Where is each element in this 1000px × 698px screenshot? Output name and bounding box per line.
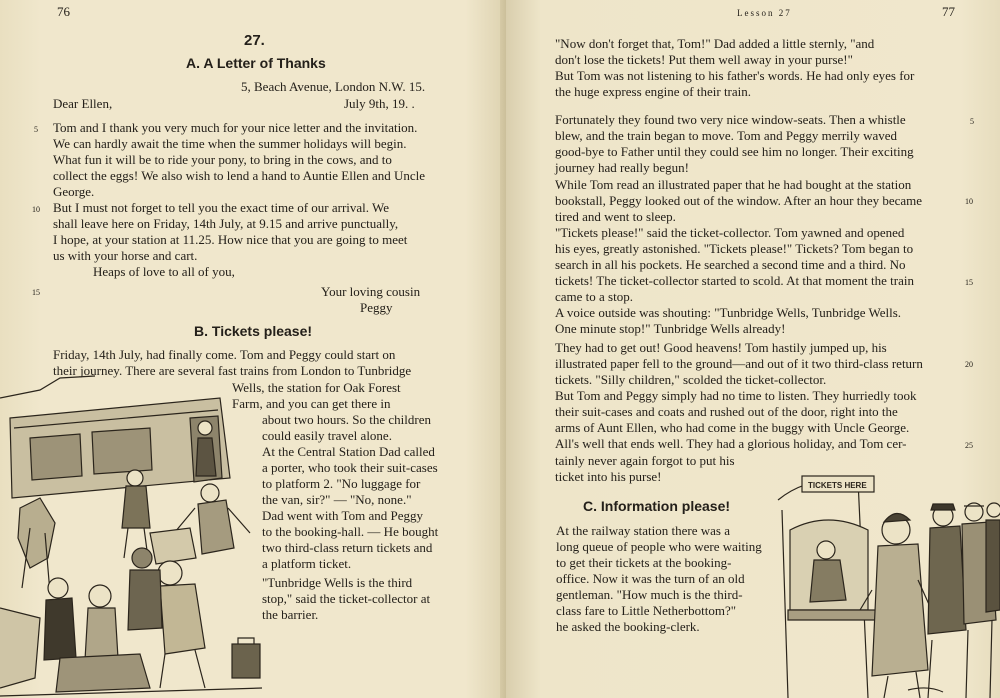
story-line: their suit-cases and coats and rushed out of the door, right into the xyxy=(555,404,898,419)
story-line: the huge express engine of their train. xyxy=(555,84,752,99)
story-line: search in all his pockets. He searched a second time and a third. No xyxy=(555,257,906,272)
story-line: bookstall, Peggy looked out of the window. After an hour they became xyxy=(555,193,923,208)
story-line: tainly never again forgot to put his xyxy=(555,453,735,468)
story-line: Fortunately they found two very nice window-seats. Then a whistle xyxy=(555,112,906,127)
line-number: 10 xyxy=(32,205,40,214)
story-line: good-bye to Father until they could see him no longer. Their exciting xyxy=(555,144,914,159)
booking-office-illustration xyxy=(768,470,1000,698)
section-c-title: C. Information please! xyxy=(583,498,731,514)
letter-date: July 9th, 19. . xyxy=(344,96,415,111)
story-line: two third-class return tickets and xyxy=(262,540,433,555)
letter-line: Heaps of love to all of you, xyxy=(93,264,235,279)
story-line: arms of Aunt Ellen, who had come in the buggy with Uncle George. xyxy=(555,420,910,435)
page-number-right: 77 xyxy=(942,4,955,19)
section-a-title: A. A Letter of Thanks xyxy=(186,55,326,71)
story-line: a platform ticket. xyxy=(262,556,352,571)
story-line: They had to get out! Good heavens! Tom hastily jumped up, his xyxy=(555,340,887,355)
running-head: Lesson 27 xyxy=(737,8,792,18)
letter-line: We can hardly await the time when the summer holidays will begin. xyxy=(53,136,407,151)
story-line: a porter, who took their suit-cases xyxy=(262,460,438,475)
story-line: "Now don't forget that, Tom!" Dad added a little sternly, "and xyxy=(555,36,875,51)
line-number: 5 xyxy=(970,117,974,126)
story-line: illustrated paper fell to the ground—and out of it two third-class return xyxy=(555,356,923,371)
line-number: 5 xyxy=(34,125,38,134)
story-line: he asked the booking-clerk. xyxy=(556,619,700,634)
letter-line: Tom and I thank you very much for your nice letter and the invitation. xyxy=(53,120,418,135)
story-line: long queue of people who were waiting xyxy=(556,539,762,554)
letter-line: shall leave here on Friday, 14th July, at 9.15 and arrive punctually, xyxy=(53,216,399,231)
story-line: tired and went to sleep. xyxy=(555,209,676,224)
story-line: came to a stop. xyxy=(555,289,633,304)
line-number: 10 xyxy=(965,197,973,206)
page-number-left: 76 xyxy=(57,4,70,19)
story-line: about two hours. So the children xyxy=(262,412,431,427)
section-b-title: B. Tickets please! xyxy=(194,323,313,339)
letter-line: George. xyxy=(53,184,95,199)
story-line: to get their tickets at the booking- xyxy=(556,555,732,570)
story-line: One minute stop!" Tunbridge Wells already! xyxy=(555,321,786,336)
story-line: A voice outside was shouting: "Tunbridge Wells, Tunbridge Wells. xyxy=(555,305,902,320)
letter-closing: Your loving cousin xyxy=(321,284,421,299)
story-line: At the Central Station Dad called xyxy=(262,444,435,459)
letter-line: What fun it will be to ride your pony, to bring in the cows, and to xyxy=(53,152,392,167)
story-line: But Tom was not listening to his father's words. He had only eyes for xyxy=(555,68,915,83)
lesson-number: 27. xyxy=(244,32,265,49)
story-line: blew, and the train began to move. Tom and Peggy merrily waved xyxy=(555,128,898,143)
right-page xyxy=(506,0,1000,698)
story-line: "Tickets please!" said the ticket-collector. Tom yawned and opened xyxy=(555,225,905,240)
letter-line: But I must not forget to tell you the exact time of our arrival. We xyxy=(53,200,390,215)
story-line: office. Now it was the turn of an old xyxy=(556,571,745,586)
story-line: While Tom read an illustrated paper that he had bought at the station xyxy=(555,177,912,192)
story-line: tickets! The ticket-collector started to scold. At that moment the train xyxy=(555,273,914,288)
letter-line: I hope, at your station at 11.25. How nice that you are going to meet xyxy=(53,232,408,247)
line-number: 20 xyxy=(965,360,973,369)
story-line: don't lose the tickets! Put them well away in your purse!" xyxy=(555,52,853,67)
tickets-here-sign: TICKETS HERE xyxy=(808,481,867,490)
letter-address: 5, Beach Avenue, London N.W. 15. xyxy=(241,79,426,94)
story-line: Friday, 14th July, had finally come. Tom and Peggy could start on xyxy=(53,347,396,362)
story-line: could easily travel alone. xyxy=(262,428,392,443)
story-line: At the railway station there was a xyxy=(556,523,730,538)
line-number: 15 xyxy=(32,288,40,297)
story-line: the van, sir?" — "No, none." xyxy=(262,492,412,507)
story-line: Farm, and you can get there in xyxy=(232,396,391,411)
letter-line: us with your horse and cart. xyxy=(53,248,198,263)
story-line: class fare to Little Netherbottom?" xyxy=(556,603,737,618)
story-line: to the booking-hall. — He bought xyxy=(262,524,439,539)
story-line: to platform 2. "No luggage for xyxy=(262,476,421,491)
letter-line: collect the eggs! We also wish to lend a hand to Auntie Ellen and Uncle xyxy=(53,168,426,183)
story-line: tickets. "Silly children," scolded the ticket-collector. xyxy=(555,372,827,387)
line-number: 15 xyxy=(965,278,973,287)
story-line: stop," said the ticket-collector at xyxy=(262,591,431,606)
story-line: Wells, the station for Oak Forest xyxy=(232,380,401,395)
story-line: journey had really begun! xyxy=(555,160,689,175)
story-line: his eyes, greatly astonished. "Tickets please!" Tickets? Tom began to xyxy=(555,241,914,256)
line-number: 25 xyxy=(965,441,973,450)
letter-salutation: Dear Ellen, xyxy=(53,96,113,111)
story-line: gentleman. "How much is the third- xyxy=(556,587,743,602)
story-line: "Tunbridge Wells is the third xyxy=(262,575,413,590)
station-platform-illustration xyxy=(0,358,262,698)
story-line: their journey. There are several fast trains from London to Tunbridge xyxy=(53,363,412,378)
letter-signature: Peggy xyxy=(360,300,393,315)
story-line: All's well that ends well. They had a glorious holiday, and Tom cer- xyxy=(555,436,907,451)
story-line: But Tom and Peggy simply had no time to listen. They hurriedly took xyxy=(555,388,917,403)
story-line: the barrier. xyxy=(262,607,319,622)
story-line: Dad went with Tom and Peggy xyxy=(262,508,423,523)
story-line: ticket into his purse! xyxy=(555,469,662,484)
